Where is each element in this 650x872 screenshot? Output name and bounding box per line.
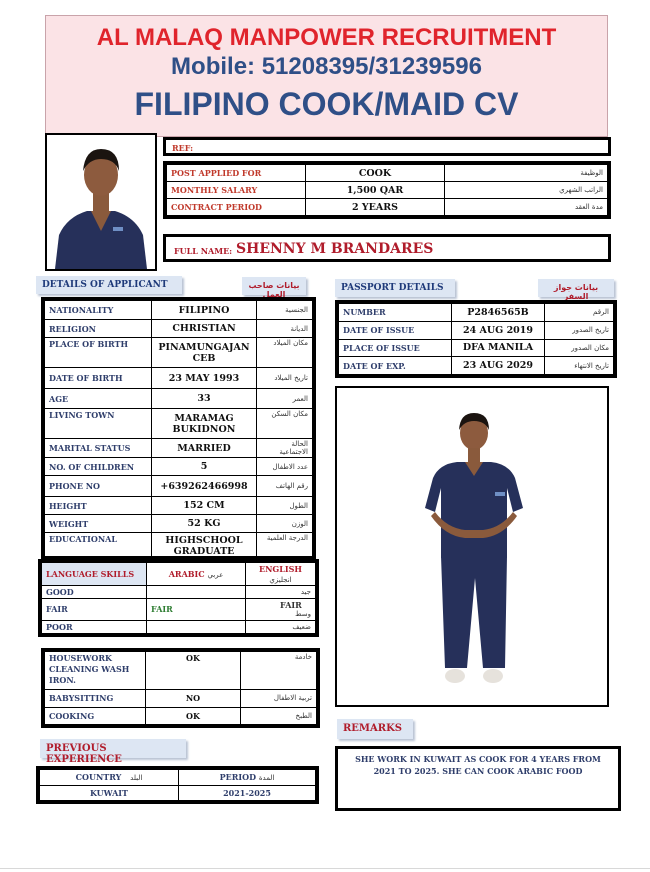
applicant-row [45,368,313,389]
passport-value: 23 AUG 2029 [452,357,545,375]
job-label: CONTRACT PERIOD [167,199,306,216]
language-arabic-value [147,620,246,633]
applicant-label-ar: الجنسية [257,301,313,320]
applicant-value: MARAMAG BUKIDNON [152,409,257,439]
applicant-row [45,497,313,515]
applicant-label-ar: الديانة [257,320,313,338]
applicant-label: PHONE NO [45,476,152,497]
passport-label: DATE OF ISSUE [339,321,452,339]
experience-table [36,766,319,804]
passport-value: DFA MANILA [452,339,545,357]
ref-label: REF: [172,143,194,153]
language-header-row [42,563,316,586]
passport-row [339,321,614,339]
passport-label-ar: تاريخ الصدور [545,321,614,339]
job-label-ar: الوظيفة [445,165,608,182]
language-row [42,599,316,620]
applicant-row [45,320,313,338]
language-english-cell [246,599,316,620]
language-level: GOOD [42,586,147,599]
skill-row [45,690,317,708]
company-name: AL MALAQ MANPOWER RECRUITMENT [96,24,557,51]
passport-label: DATE OF EXP. [339,357,452,375]
applicant-label: WEIGHT [45,515,152,533]
english-label: ENGLISH [259,564,302,574]
remarks-text: SHE WORK IN KUWAIT AS COOK FOR 4 YEARS FROM 2021 TO 2025. SHE CAN COOK ARABIC FOOD [355,754,601,776]
passport-label-ar: الرقم [545,304,614,322]
language-english-cell [246,586,316,599]
passport-label-ar: تاريخ الانتهاء [545,357,614,375]
job-row [167,199,608,216]
applicant-row [45,476,313,497]
applicant-value: MARRIED [152,439,257,458]
applicant-row [45,439,313,458]
applicant-label-ar: مكان السكن [257,409,313,439]
language-english-cell [246,620,316,633]
applicant-value: 5 [152,458,257,476]
job-row [167,182,608,199]
applicant-label-ar: عدد الاطفال [257,458,313,476]
skill-label-ar: خادمة [241,652,317,690]
job-label-ar: الراتب الشهري [445,182,608,199]
passport-value: P2846565B [452,304,545,322]
applicant-value: CHRISTIAN [152,320,257,338]
applicant-row [45,301,313,320]
applicant-value: FILIPINO [152,301,257,320]
passport-label: PLACE OF ISSUE [339,339,452,357]
skill-label: COOKING [45,707,146,725]
experience-section-title: PREVIOUS EXPERIENCE [40,739,186,758]
applicant-section-title-ar: بيانات صاحب العمل [242,277,306,295]
applicant-label: HEIGHT [45,497,152,515]
applicant-value: PINAMUNGAJAN CEB [152,338,257,368]
passport-section-title-ar: بيانات جواز السفر [538,279,614,297]
job-label-ar: مدة العقد [445,199,608,216]
applicant-section-title: DETAILS OF APPLICANT [36,276,182,294]
applicant-value: 52 KG [152,515,257,533]
language-arabic-value [147,586,246,599]
applicant-label-ar: العمر [257,389,313,409]
passport-row [339,357,614,375]
applicant-label: MARITAL STATUS [45,439,152,458]
country-header-label-ar: البلد [130,774,143,783]
language-row [42,620,316,633]
full-name-value: SHENNY M BRANDARES [236,241,434,257]
applicant-label: NATIONALITY [45,301,152,320]
applicant-row [45,338,313,368]
applicant-label-ar: مكان الميلاد [257,338,313,368]
period-header-label: PERIOD [219,772,257,783]
applicant-value: HIGHSCHOOL GRADUATE [152,533,257,560]
applicant-label: PLACE OF BIRTH [45,338,152,368]
applicant-label: AGE [45,389,152,409]
applicant-label-ar: الوزن [257,515,313,533]
applicant-label-ar: الدرجة العلمية [257,533,313,560]
language-arabic-value: FAIR [147,599,246,620]
skill-label: HOUSEWORK CLEANING WASH IRON. [45,652,146,690]
page-bottom-divider [0,868,650,869]
period-header-label-ar: المدة [258,774,275,783]
applicant-row [45,458,313,476]
ref-box [163,137,611,156]
language-level: FAIR [42,599,147,620]
job-value: COOK [306,165,445,182]
applicant-label: LIVING TOWN [45,409,152,439]
skill-row [45,652,317,690]
passport-row [339,304,614,322]
applicant-value: 152 CM [152,497,257,515]
skill-label-ar: تربية الاطفال [241,690,317,708]
language-level-ar: جيد [300,588,311,597]
applicant-value: 33 [152,389,257,409]
passport-row [339,339,614,357]
language-english-value: FAIR [280,600,302,611]
job-value: 2 YEARS [306,199,445,216]
experience-country: KUWAIT [40,785,179,801]
passport-label: NUMBER [339,304,452,322]
job-label: MONTHLY SALARY [167,182,306,199]
applicant-value: +639262466998 [152,476,257,497]
applicant-label: EDUCATIONAL [45,533,152,560]
person-portrait-icon [47,135,155,269]
experience-row [40,785,316,801]
skill-value: OK [146,652,241,690]
passport-section-title: PASSPORT DETAILS [335,279,455,297]
job-table [163,161,611,219]
applicant-label-ar: رقم الهاتف [257,476,313,497]
company-mobile: Mobile: 51208395/31239596 [171,53,482,80]
skill-row [45,707,317,725]
applicant-row [45,409,313,439]
cv-title: FILIPINO COOK/MAID CV [134,86,519,122]
english-label-ar: انجليزي [269,576,292,584]
applicant-row [45,515,313,533]
arabic-label: ARABIC [168,569,205,579]
skill-label-ar: الطبخ [241,707,317,725]
applicant-photo-small [45,133,157,271]
country-header-label: COUNTRY [75,772,122,783]
passport-label-ar: مكان الصدور [545,339,614,357]
full-name-box [163,234,611,262]
applicant-label-ar: الطول [257,497,313,515]
experience-period: 2021-2025 [179,785,316,801]
skill-value: OK [146,707,241,725]
applicant-label-ar: الحالة الاجتماعية [257,439,313,458]
applicant-value: 23 MAY 1993 [152,368,257,389]
language-level-ar: وسط [295,610,311,619]
applicant-label-ar: تاريخ الميلاد [257,368,313,389]
arabic-label-ar: عربي [207,571,224,579]
language-level: POOR [42,620,147,633]
skill-label: BABYSITTING [45,690,146,708]
passport-table [335,300,617,378]
remarks-box [335,746,621,811]
experience-country-header [40,770,179,786]
language-row [42,586,316,599]
language-arabic-header [147,563,246,586]
language-level-ar: ضعيف [292,622,311,631]
skills-table [41,648,320,728]
passport-value: 24 AUG 2019 [452,321,545,339]
skill-value: NO [146,690,241,708]
full-name-label: FULL NAME: [174,246,233,256]
experience-header-row [40,770,316,786]
applicant-row [45,389,313,409]
applicant-label: DATE OF BIRTH [45,368,152,389]
job-label: POST APPLIED FOR [167,165,306,182]
applicant-table [41,297,316,559]
experience-period-header [179,770,316,786]
cv-header [45,15,608,137]
language-title: LANGUAGE SKILLS [42,563,147,586]
applicant-photo-full [335,386,609,707]
remarks-section-title: REMARKS [337,719,413,739]
job-value: 1,500 QAR [306,182,445,199]
person-fullbody-icon [337,388,607,705]
applicant-row [45,533,313,560]
applicant-label: RELIGION [45,320,152,338]
applicant-label: NO. OF CHILDREN [45,458,152,476]
language-english-header [246,563,316,586]
language-table [38,559,319,637]
job-row [167,165,608,182]
